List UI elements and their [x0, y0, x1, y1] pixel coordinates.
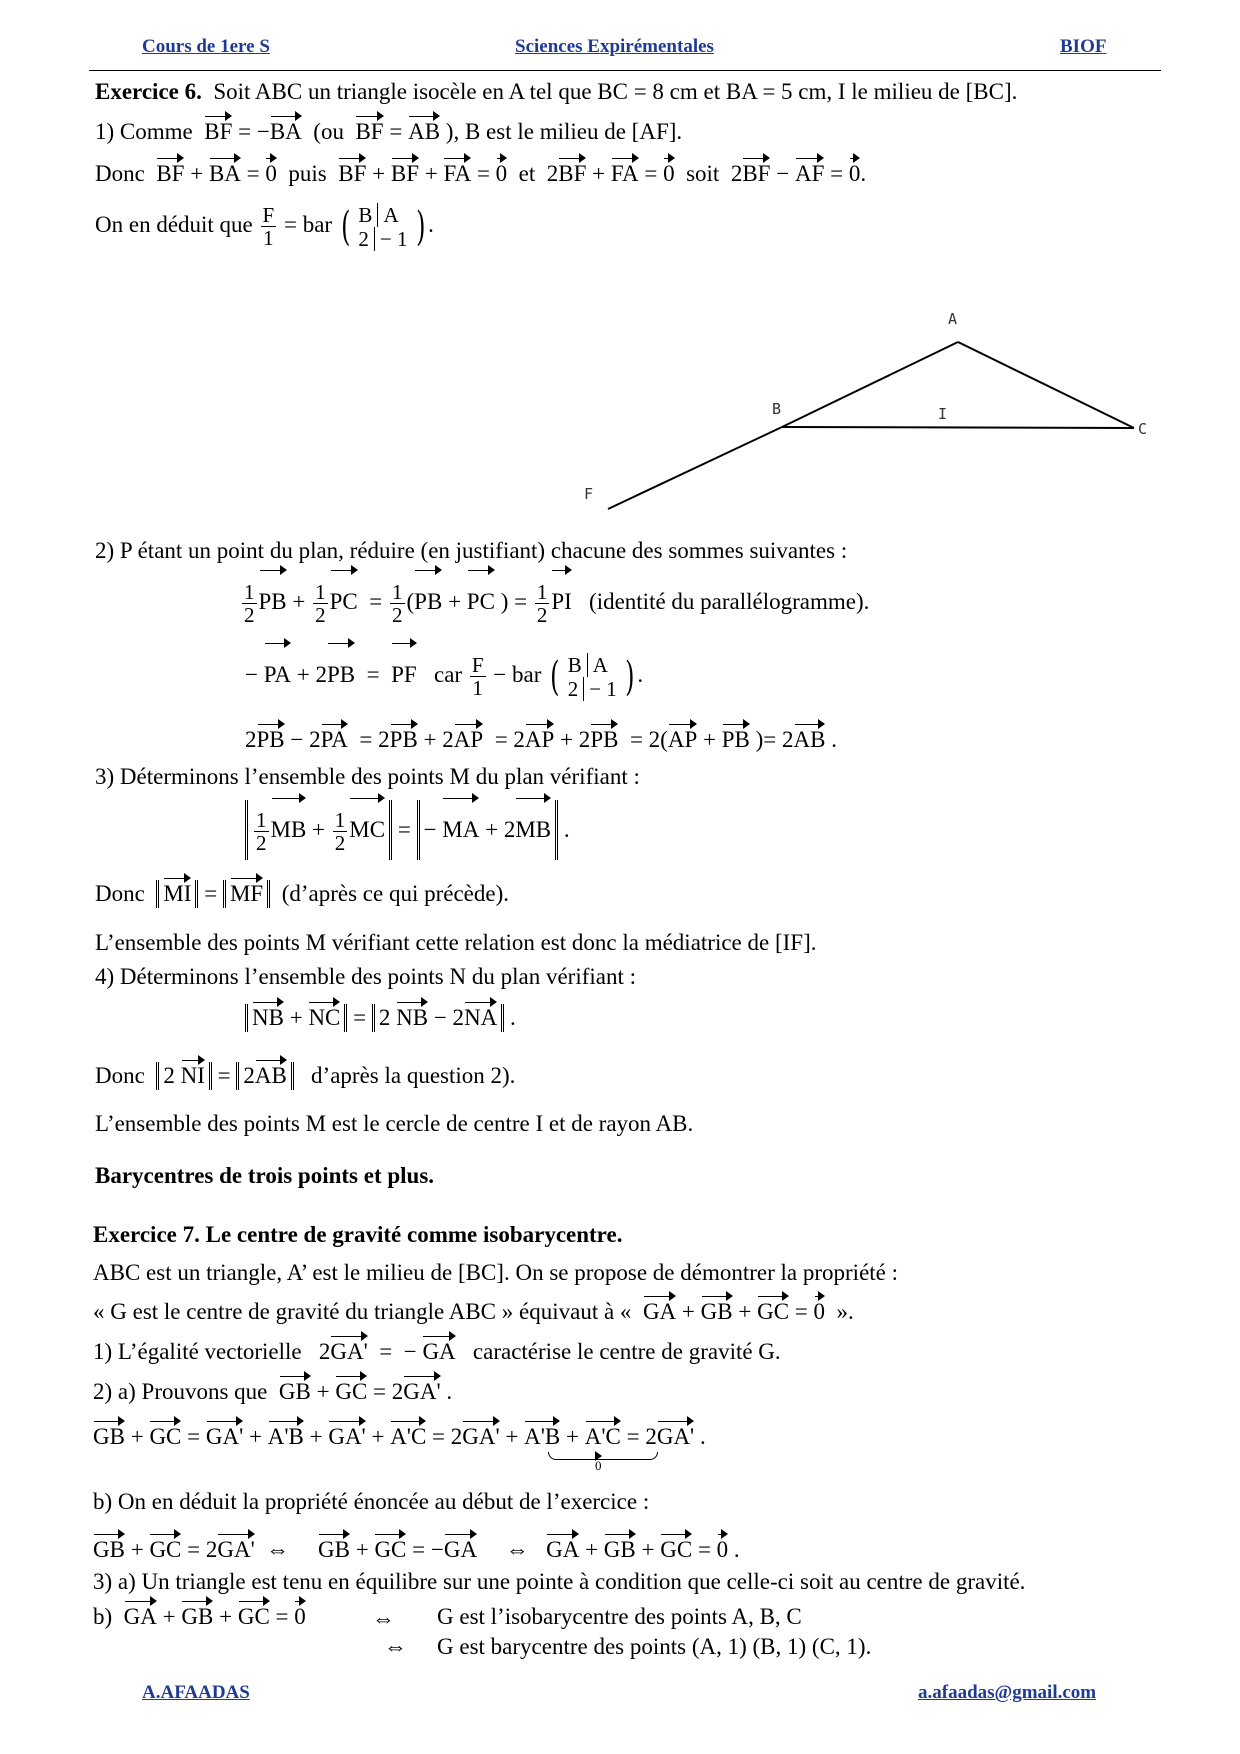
ex6-deduit-line: On en déduit que $\frac{F}{1}$ = bar ( B A 2 − 1 ) . [95, 202, 434, 251]
ex7-q1-a: 1) L’égalité vectorielle [93, 1339, 302, 1364]
ex6-q4-concl: L’ensemble des points M est le cercle de centre I et de rayon AB. [95, 1111, 694, 1136]
ex7-intro2-b: ». [836, 1299, 854, 1324]
ex7-q3b-2: G est barycentre des points (A, 1) (B, 1) (C, 1). [437, 1634, 872, 1659]
ex7-intro2-line: « G est le centre de gravité du triangle ABC » équivaut à « GA + GB + GC = 0 ». [93, 1299, 854, 1324]
zero-brace [548, 1452, 658, 1460]
ex6-puis: puis [288, 161, 327, 186]
label-F: F [584, 485, 594, 503]
label-A: A [948, 310, 958, 328]
ex7-q2a: 2) a) Prouvons que [93, 1379, 268, 1404]
ex6-q4: 4) Déterminons l’ensemble des points N du plan vérifiant : [95, 964, 637, 989]
ex6-intro-line [95, 78, 1017, 106]
ex7-q2a-line: 2) a) Prouvons que GB + GC = 2GA' . [93, 1379, 453, 1404]
ex6-q1-line: 1) Comme BF = −BA (ou BF = AB ), B est le milieu de [AF]. [95, 119, 683, 144]
ex7-q3b: b) [93, 1604, 113, 1629]
ex6-q1-a: 1) Comme [95, 119, 193, 144]
ex6-q3-note: (d’après ce qui précède). [281, 881, 509, 906]
ex6-soit: soit [686, 161, 720, 186]
ex6-car: car [433, 662, 463, 687]
ex6-q1-c: ), B est le milieu de [AF]. [445, 119, 683, 144]
label-B: B [772, 400, 782, 418]
ex6-donc-line: Donc BF + BA = 0 puis BF + BF + FA = 0 et 2BF + FA = 0 soit 2BF − AF = 0. [95, 161, 867, 186]
ex7-q1-line: 1) L’égalité vectorielle 2GA' = − GA caractérise le centre de gravité G. [93, 1339, 781, 1364]
ex7-q2b: b) On en déduit la propriété énoncée au début de l’exercice : [93, 1489, 650, 1514]
brace-zero: 0 [595, 1458, 602, 1473]
ex6-q2-note: (identité du parallélogramme). [589, 589, 870, 614]
ex6-et: et [518, 161, 536, 186]
ex7-intro1: ABC est un triangle, A’ est le milieu de [BC]. On se propose de démontrer la propriété : [93, 1260, 899, 1285]
ex6-q3: 3) Déterminons l’ensemble des points M du plan vérifiant : [95, 764, 640, 789]
ex6-q2-eq1: $\frac{1}{2}$ PB + $\frac{1}{2}$ PC = $\frac{1}{2}$ (PB + PC ) = $\frac{1}{2}$ PI (identité du parallélogramme). [240, 572, 869, 632]
ex7-q2b-eq: GB + GC = 2GA' ⇔ GB + GC = −GA ⇔ GA + GB + GC = 0 . [93, 1537, 740, 1562]
ex7-q1-b: caractérise le centre de gravité G. [472, 1339, 781, 1364]
ex6-donc-3: Donc [95, 1063, 145, 1088]
ex7-q3b-line: b) GA + GB + GC = 0 [93, 1604, 306, 1629]
section-title: Barycentres de trois points et plus. [95, 1163, 435, 1188]
equiv-2: ⇔ [384, 1634, 407, 1659]
ex6-donc-2: Donc [95, 881, 145, 906]
ex7-q3b-1: G est l’isobarycentre des points A, B, C [437, 1604, 802, 1629]
ex6-donc-3-line: Donc 2 NI = 2AB d’après la question 2). [95, 1063, 516, 1088]
header-course: Cours de 1ere S [142, 36, 270, 57]
ex6-intro: Soit ABC un triangle isocèle en A tel que BC = 8 cm et BA = 5 cm, I le milieu de [BC]. [213, 79, 1018, 104]
label-I: I [938, 405, 948, 423]
ex6-q2-eq2: − PA + 2PB = PF car $\frac{F}{1}$ − bar ( B A 2 − 1 ) . [245, 645, 643, 705]
ex6-bar-1: bar [302, 212, 333, 237]
header-biof: BIOF [1060, 36, 1107, 57]
ex6-title: Exercice 6. [95, 79, 202, 104]
ex7-q3a: 3) a) Un triangle est tenu en équilibre sur une pointe à condition que celle-ci soit au centre de gravité. [93, 1569, 1026, 1594]
ex6-donc-2-line: Donc MI = MF (d’après ce qui précède). [95, 881, 509, 906]
equiv-1: ⇔ [372, 1606, 395, 1631]
footer-author: A.AFAADAS [142, 1682, 250, 1703]
footer-email[interactable]: a.afaadas@gmail.com [918, 1682, 1097, 1703]
ex6-deduit: On en déduit que [95, 212, 253, 237]
ex6-q1-b: (ou [313, 119, 344, 144]
ex6-q3-concl: L’ensemble des points M vérifiant cette relation est donc la médiatrice de [IF]. [95, 930, 817, 955]
ex6-q4-note: d’après la question 2). [311, 1063, 516, 1088]
ex7-title: Exercice 7. Le centre de gravité comme isobarycentre. [93, 1222, 623, 1247]
ex7-intro2-a: « G est le centre de gravité du triangle ABC » équivaut à « [93, 1299, 632, 1324]
ex7-q2a-eq: GB + GC = GA' + A'B + GA' + A'C = 2GA' + A'B + A'C = 2GA' . [93, 1424, 706, 1449]
ex6-q3-eq: $\frac{1}{2}$ MB + $\frac{1}{2}$ MC = − MA + 2MB . [245, 800, 570, 860]
ex6-bar-2: bar [511, 662, 542, 687]
label-C: C [1138, 420, 1148, 438]
triangle-figure [560, 310, 1160, 520]
ex6-q4-eq: NB + NC = 2 NB − 2NA . [245, 1004, 516, 1032]
ex6-q2: 2) P étant un point du plan, réduire (en justifiant) chacune des sommes suivantes : [95, 538, 848, 563]
header-subject: Sciences Expirémentales [515, 36, 714, 57]
header-rule [89, 70, 1161, 71]
ex6-donc: Donc [95, 161, 145, 186]
ex6-q2-eq3: 2PB − 2PA = 2PB + 2AP = 2AP + 2PB = 2(AP + PB )= 2AB . [245, 727, 837, 752]
